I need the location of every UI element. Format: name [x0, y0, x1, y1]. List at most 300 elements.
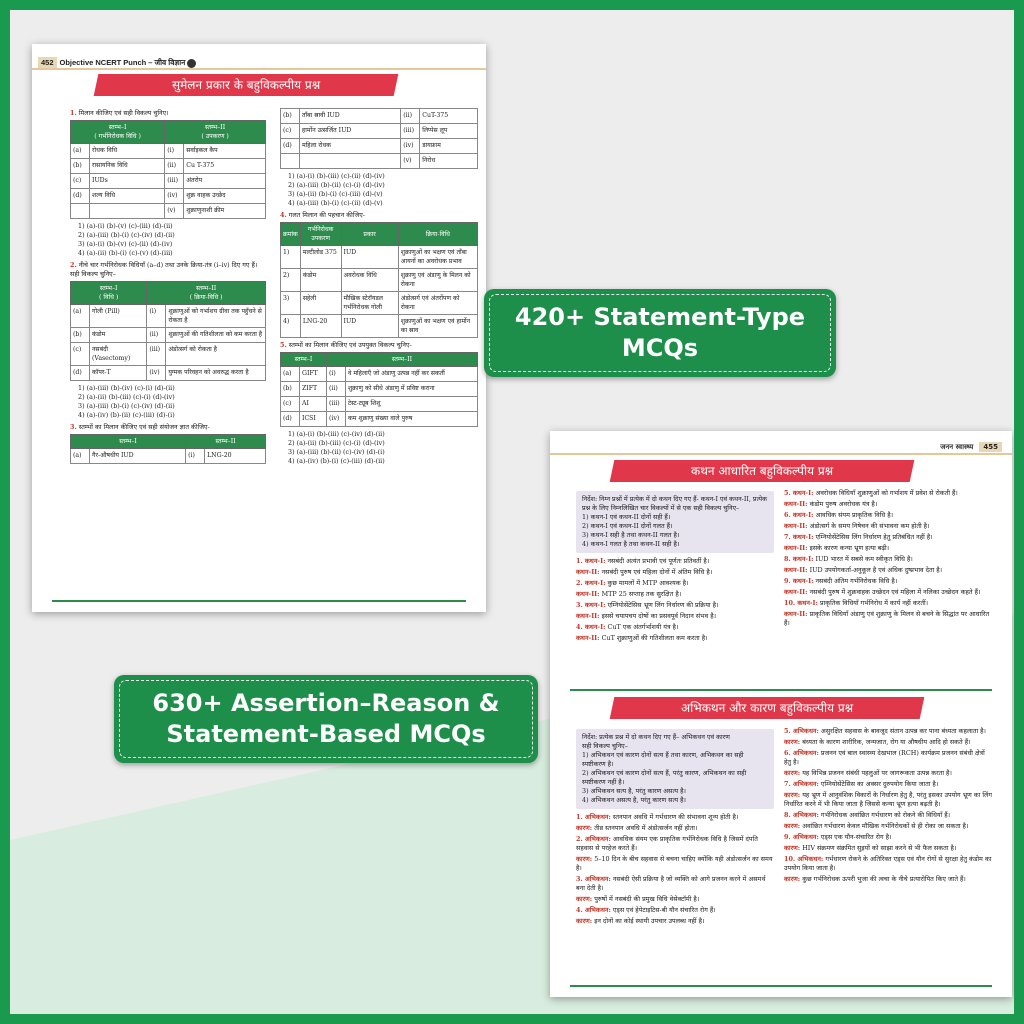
table-cell: (iv): [401, 139, 420, 154]
statement-text: इससे चयापचय दोषों का प्रसवपूर्व निदान संभव है।: [601, 612, 717, 620]
table-cell: IUD: [341, 246, 398, 269]
table-cell: (iv): [326, 412, 345, 427]
statement-item: [576, 612, 774, 621]
option-item: 3) (a)-(i) (b)-(v) (c)-(ii) (d)-(iv): [78, 240, 173, 248]
options-list: [288, 172, 478, 208]
running-head: [38, 58, 196, 68]
statement-text: तीव्र स्तनपान अवधि में अंडोत्सर्जन नहीं होता।: [594, 824, 698, 832]
statement-label: कारण:: [784, 844, 801, 852]
header-rule: [550, 453, 1012, 455]
statement-label: 10. अभिकथन:: [784, 855, 824, 863]
identify-table: [280, 222, 478, 338]
match-table: [70, 281, 266, 381]
statement-text: एम्नियोसेंटेसिस भ्रूण लिंग निर्धारण की प्रक्रिया है।: [607, 601, 719, 609]
table-cell: अंडोत्सर्ग को रोकता है: [166, 343, 266, 366]
column-1-title: स्तम्भ–I: [99, 285, 118, 292]
statement-text: नसबंदी पुरुष एवं महिला दोनों में अंतिम विधि है।: [601, 568, 713, 576]
column-2-header: [326, 353, 477, 367]
table-cell: शुक्र वाहक उच्छेद: [184, 189, 266, 204]
table-cell: (c): [281, 124, 300, 139]
statement-text: MTP 25 सप्ताह तक सुरक्षित है।: [601, 590, 682, 598]
statement-item: [784, 599, 992, 608]
question-number: 5.: [280, 341, 287, 349]
callout-assertion-reason: [114, 675, 538, 763]
table-row: [281, 139, 478, 154]
page-number: 452: [38, 57, 57, 68]
instruction-line: सही विकल्प चुनिए–: [582, 742, 628, 750]
statement-item: [576, 824, 774, 833]
options-list: [78, 222, 266, 258]
instruction-line: 3) अभिकथन सत्य है, परंतु कारण असत्य है।: [582, 787, 686, 795]
table-cell: (c): [71, 174, 90, 189]
table-cell: (a): [281, 367, 300, 382]
table-row: [281, 154, 478, 169]
statement-item: [784, 780, 992, 789]
statement-item: [784, 791, 992, 809]
statement-label: कथन-II:: [576, 612, 600, 620]
statement-item: [784, 577, 992, 586]
statement-item: [784, 833, 992, 842]
table-row: [71, 204, 266, 219]
table-cell: (b): [71, 328, 90, 343]
column-1-header: [71, 435, 186, 449]
table-cell: GIFT: [300, 367, 327, 382]
statement-item: [784, 566, 992, 575]
statement-item: [784, 855, 992, 873]
statement-item: [576, 895, 774, 904]
statement-label: 6. अभिकथन:: [784, 749, 819, 757]
statement-item: [576, 601, 774, 610]
statement-text: असुरक्षित सहवास के बावजूद संतान उत्पन्न कर पाना बंध्यता कहलाता है।: [820, 727, 986, 735]
statement-text: गर्भनिरोधक अवांछित गर्भधारण को रोकने की विधियाँ हैं।: [820, 811, 951, 819]
instruction-line: 2) कथन-I एवं कथन-II दोनों गलत हैं।: [582, 522, 673, 530]
statement-label: कथन-II:: [784, 588, 808, 596]
option-item: 4) (a)-(iv) (b)-(ii) (c)-(iii) (d)-(i): [78, 411, 175, 419]
table-row: [281, 315, 478, 338]
match-table-continued: [280, 108, 478, 169]
statement-label: 9. अभिकथन:: [784, 833, 819, 841]
table-cell: डायफ्राम: [420, 139, 478, 154]
section-rule: [570, 689, 992, 691]
table-cell: अंतरोप: [184, 174, 266, 189]
statement-text: HIV संक्रमण संक्रमित सुइयों को साझा करने से भी फैल सकता है।: [802, 844, 957, 852]
statement-label: कारण:: [784, 738, 801, 746]
section-banner-2: [610, 697, 925, 719]
question-stem: स्तम्भों का मिलान कीजिए एवं सही संयोजन ज्ञात कीजिए-: [78, 423, 210, 431]
table-row: [71, 366, 266, 381]
statement-item: [576, 906, 774, 915]
option-item: 2) (a)-(iii) (b)-(i) (c)-(iv) (d)-(ii): [78, 231, 175, 239]
table-cell: हार्मोन उत्सर्जित IUD: [300, 124, 401, 139]
table-cell: (b): [281, 109, 300, 124]
option-item: 4) (a)-(iv) (b)-(i) (c)-(iii) (d)-(ii): [288, 457, 385, 465]
statement-text: कंडोम पुरुष अवरोधक यंत्र है।: [809, 500, 878, 508]
column-2-header: [147, 282, 266, 305]
statement-label: कथन-II:: [784, 610, 808, 618]
table-cell: नसबंदी (Vasectomy): [90, 343, 147, 366]
statement-label: 1. अभिकथन:: [576, 813, 611, 821]
statement-item: [784, 769, 992, 778]
table-cell: (iii): [147, 343, 166, 366]
table-header: गर्भनिरोधक उपकरण: [300, 223, 341, 246]
table-cell: निरोध: [420, 154, 478, 169]
statement-text: CuT एक अंतर्गर्भाशयी यंत्र है।: [607, 623, 679, 631]
table-cell: शुक्राणु एवं अंडाणु के मिलन को रोकना: [398, 269, 477, 292]
statement-label: कारण:: [576, 895, 593, 903]
statement-column-right: [784, 489, 992, 630]
table-cell: (v): [401, 154, 420, 169]
table-header: क्रिया-विधि: [398, 223, 477, 246]
table-row: [281, 412, 478, 427]
table-cell: मल्टीलोड 375: [300, 246, 341, 269]
option-item: 1) (a)-(i) (b)-(iii) (c)-(ii) (d)-(iv): [288, 172, 385, 180]
question-number: 1.: [70, 109, 77, 117]
statement-text: इसके कारण कन्या भ्रूण हत्या बढ़ी।: [809, 544, 890, 552]
statement-item: [784, 749, 992, 767]
table-cell: (iii): [326, 397, 345, 412]
table-cell: कंडोम: [300, 269, 341, 292]
instruction-line: 1) कथन-I एवं कथन-II दोनों सही हैं।: [582, 513, 671, 521]
question-number: 2.: [70, 261, 77, 269]
table-cell: महिला रोधक: [300, 139, 401, 154]
table-cell: शुक्राणुओं का भक्षण एवं हार्मोन का स्राव: [398, 315, 477, 338]
statement-label: 3. कथन-I:: [576, 601, 606, 609]
footer-rule: [52, 600, 466, 602]
statement-item: [576, 568, 774, 577]
table-cell: (i): [186, 449, 205, 464]
statement-label: कथन-II:: [576, 634, 600, 642]
table-row: [71, 144, 266, 159]
column-2-subtitle: ( क्रिया-विधि ): [189, 294, 223, 301]
statement-text: नसबंदी पुरुष में शुक्रवाहक उच्छेदन एवं महिला में नलिका उच्छेदन कहते हैं।: [809, 588, 981, 596]
statement-text: एम्नियोसेंटेसिस का अक्सर दुरुपयोग किया जाता है।: [820, 780, 939, 788]
table-cell: (a): [71, 144, 90, 159]
option-item: 1) (a)-(iii) (b)-(iv) (c)-(i) (d)-(ii): [78, 384, 175, 392]
statement-label: 8. अभिकथन:: [784, 811, 819, 819]
statement-item: [784, 533, 992, 542]
table-cell: (c): [71, 343, 90, 366]
table-cell: IUDs: [90, 174, 165, 189]
statement-text: CuT शुक्राणुओं की गतिशीलता कम करता है।: [601, 634, 708, 642]
table-cell: अवरोधक विधि: [341, 269, 398, 292]
instruction-line: 1) अभिकथन एवं कारण दोनों सत्य हैं तथा कारण, अभिकथन का सही स्पष्टीकरण है।: [582, 751, 744, 768]
book-page-statement: [550, 431, 1012, 997]
statement-item: [576, 875, 774, 893]
footer-rule: [570, 985, 992, 987]
column-right: [280, 106, 478, 469]
table-cell: (iii): [165, 174, 184, 189]
statement-text: IUD उपयोगकर्ता-अनुकूल है एवं अधिक दुष्प्रभाव देता है।: [809, 566, 943, 574]
statement-text: यह विभिन्न प्रजनन संबंधी पहलुओं पर जागरूकता उत्पन्न करता है।: [802, 769, 952, 777]
statement-item: [576, 855, 774, 873]
statement-label: 5. अभिकथन:: [784, 727, 819, 735]
book-logo-icon: [187, 59, 196, 68]
instructions-box: [576, 491, 774, 553]
table-cell: कंडोम: [90, 328, 147, 343]
statement-item: [784, 811, 992, 820]
statement-item: [784, 555, 992, 564]
statement-item: [576, 557, 774, 566]
table-cell: शुक्राणु को सीधे अंडाणु में प्रविष्ट कराना: [345, 382, 477, 397]
statement-text: अवांछित गर्भधारण केवल मौखिक गर्भनिरोधकों से ही रोका जा सकता है।: [802, 822, 969, 830]
callout-statement-type: [484, 289, 836, 377]
statement-text: पुरुषों में नसबंदी की प्रमुख विधि वेसेक्टॉमी है।: [594, 895, 700, 903]
option-item: 3) (a)-(iii) (b)-(i) (c)-(iv) (d)-(ii): [78, 402, 175, 410]
statement-label: 3. अभिकथन:: [576, 875, 611, 883]
book-page-matching: [32, 44, 486, 612]
statement-column-left: [576, 489, 774, 645]
statement-label: 4. अभिकथन:: [576, 906, 611, 914]
table-cell: ICSI: [300, 412, 327, 427]
question-text: [70, 261, 266, 279]
option-item: 2) (a)-(ii) (b)-(iii) (c)-(i) (d)-(iv): [78, 393, 175, 401]
table-cell: कॉपर-T: [90, 366, 147, 381]
column-2-header: [165, 121, 266, 144]
callout-line-1: 630+ Assertion–Reason &: [152, 689, 500, 717]
table-cell: [90, 204, 165, 219]
question-stem: मिलान कीजिए एवं सही विकल्प चुनिए।: [78, 109, 169, 117]
statement-item: [784, 727, 992, 736]
option-item: 2) (a)-(iii) (b)-(ii) (c)-(i) (d)-(iv): [288, 181, 385, 189]
table-cell: (a): [71, 305, 90, 328]
table-cell: CuT-375: [420, 109, 478, 124]
table-cell: ZIFT: [300, 382, 327, 397]
statement-text: इन दोनों का कोई स्थायी उपचार उपलब्ध नहीं है।: [594, 917, 705, 925]
table-row: [281, 367, 478, 382]
table-row: [281, 124, 478, 139]
table-row: [71, 343, 266, 366]
table-cell: (b): [281, 382, 300, 397]
statement-label: 8. कथन-I:: [784, 555, 814, 563]
statement-label: 2. अभिकथन:: [576, 835, 611, 843]
page-number: 455: [979, 442, 1002, 452]
statement-item: [784, 588, 992, 597]
header-rule: [32, 68, 486, 70]
table-cell: शुक्राणुनाशी क्रीम: [184, 204, 266, 219]
column-1-title: स्तम्भ–I: [294, 356, 313, 363]
statement-label: कारण:: [784, 875, 801, 883]
statement-label: कथन-II:: [784, 500, 808, 508]
table-cell: सर्वाइकल कैप: [184, 144, 266, 159]
callout-line-2: MCQs: [621, 334, 699, 362]
statement-item: [784, 875, 992, 884]
column-2-title: स्तम्भ–II: [215, 438, 236, 445]
callout-line-2: Statement-Based MCQs: [166, 720, 486, 748]
assertion-column-left: [576, 727, 774, 928]
table-cell: मौखिक स्टेरॉयडल गर्भनिरोधक गोली: [341, 292, 398, 315]
table-cell: शुक्राणुओं को गर्भाशय ग्रीवा तक पहुँचने से रोकता है: [166, 305, 266, 328]
statement-label: कथन-II:: [784, 544, 808, 552]
table-cell: (a): [71, 449, 90, 464]
table-cell: टेस्ट-ट्यूब शिशु: [345, 397, 477, 412]
instruction-line: 3) कथन-I सही है तथा कथन-II गलत है।: [582, 531, 680, 539]
instructions-box: [576, 729, 774, 809]
statement-item: [784, 738, 992, 747]
table-cell: [281, 154, 300, 169]
table-cell: 4): [281, 315, 301, 338]
statement-text: अंडोत्सर्ग के समय निषेचन की संभावना कम होती है।: [809, 522, 930, 530]
instruction-line: 4) कथन-I गलत है तथा कथन-II सही है।: [582, 540, 680, 548]
table-cell: (ii): [147, 328, 166, 343]
statement-label: 1. कथन-I:: [576, 557, 606, 565]
table-cell: (d): [281, 139, 300, 154]
statement-item: [576, 623, 774, 632]
table-row: [281, 109, 478, 124]
statement-item: [784, 489, 992, 498]
column-left: [70, 106, 266, 467]
table-cell: (c): [281, 397, 300, 412]
statement-item: [576, 813, 774, 822]
question-text: [70, 109, 266, 118]
statement-text: प्राकृतिक विधियाँ अंडाणु एवं शुक्राणु के मिलन से बचने के सिद्धांत पर आधारित हैं।: [784, 610, 990, 627]
table-header: क्रमांक: [281, 223, 301, 246]
statement-label: 10. कथन-I:: [784, 599, 818, 607]
table-cell: सहेली: [300, 292, 341, 315]
table-cell: युग्मक परिवहन को अवरुद्ध करता है: [166, 366, 266, 381]
statement-label: 9. कथन-I:: [784, 577, 814, 585]
assertion-column-right: [784, 727, 992, 886]
column-2-title: स्तम्भ–II: [196, 285, 217, 292]
table-row: [281, 397, 478, 412]
statement-label: कारण:: [784, 769, 801, 777]
statement-text: आवधिक संयम प्राकृतिक विधि है।: [815, 511, 894, 519]
column-1-title: स्तम्भ–I: [119, 438, 137, 445]
statement-item: [784, 822, 992, 831]
statement-item: [784, 522, 992, 531]
options-list: [78, 384, 266, 420]
book-title: Objective NCERT Punch – जीव विज्ञान: [59, 58, 186, 67]
table-cell: [300, 154, 401, 169]
instruction-line: 2) अभिकथन एवं कारण दोनों सत्य हैं, परंतु कारण, अभिकथन का सही स्पष्टीकरण नहीं है।: [582, 769, 747, 786]
column-2-subtitle: ( उपकरण ): [201, 133, 229, 140]
table-cell: (d): [71, 189, 90, 204]
table-cell: (i): [165, 144, 184, 159]
table-cell: LNG-20: [205, 449, 266, 464]
statement-label: कारण:: [576, 917, 593, 925]
table-header: प्रकार: [341, 223, 398, 246]
table-cell: (iii): [401, 124, 420, 139]
option-item: 1) (a)-(i) (b)-(iii) (c)-(iv) (d)-(ii): [288, 430, 385, 438]
chapter-title: जनन स्वास्थ्य: [940, 443, 974, 451]
column-2-title: स्तम्भ–II: [391, 356, 413, 363]
table-cell: AI: [300, 397, 327, 412]
table-row: [71, 328, 266, 343]
instruction-line: निर्देश: प्रत्येक प्रश्न में दो कथन दिए गए हैं– अभिकथन एवं कारण: [582, 733, 730, 741]
statement-label: कथन-II:: [784, 566, 808, 574]
table-cell: LNG-20: [300, 315, 341, 338]
statement-text: स्तनपान अवधि में गर्भधारण की संभावना शून्य होती है।: [612, 813, 739, 821]
column-1-title: स्तम्भ–I: [108, 124, 127, 131]
table-cell: 2): [281, 269, 301, 292]
statement-item: [784, 610, 992, 628]
question-text: [280, 341, 478, 350]
table-cell: शल्य विधि: [90, 189, 165, 204]
table-row: [281, 292, 478, 315]
statement-text: प्रजनन एवं बाल स्वास्थ्य देखभाल (RCH) कार्यक्रम प्रजनन संबंधी क्षेत्रों हेतु है।: [784, 749, 985, 766]
statement-label: 2. कथन-I:: [576, 579, 606, 587]
table-cell: ताँबा स्रावी IUD: [300, 109, 401, 124]
statement-text: नसबंदी अंतिम गर्भनिरोधक विधि है।: [815, 577, 898, 585]
statement-text: प्राकृतिक विधियाँ गर्भनिरोध में कार्य नहीं करतीं।: [819, 599, 929, 607]
statement-label: कारण:: [576, 824, 593, 832]
table-cell: 1): [281, 246, 301, 269]
table-cell: Cu T-375: [184, 159, 266, 174]
statement-label: कथन-II:: [784, 522, 808, 530]
column-1-subtitle: ( गर्भनिरोधक विधि ): [94, 133, 141, 140]
statement-text: नसबंदी ऐसी प्रक्रिया है जो व्यक्ति को आगे प्रजनन करने में असमर्थ बना देती है।: [576, 875, 766, 892]
section-title-2: अभिकथन और कारण बहुविकल्पीय प्रश्न: [680, 701, 854, 715]
statement-text: 5–10 दिन के बीच सहवास से बचना चाहिए क्योंकि यही अंडोत्सर्जन का समय है।: [576, 855, 773, 872]
table-cell: (ii): [326, 382, 345, 397]
instruction-line: 4) अभिकथन असत्य है, परंतु कारण सत्य है।: [582, 796, 686, 804]
statement-label: कथन-II:: [576, 590, 600, 598]
statement-label: 6. कथन-I:: [784, 511, 814, 519]
option-item: 3) (a)-(iii) (b)-(ii) (c)-(iv) (d)-(i): [288, 448, 385, 456]
column-2-title: स्तम्भ–II: [205, 124, 226, 131]
statement-text: बंध्यता के कारण शारीरिक, जन्मजात, रोग या औषधीय आदि हो सकते हैं।: [802, 738, 971, 746]
table-cell: [71, 204, 90, 219]
statement-item: [784, 511, 992, 520]
statement-label: कारण:: [784, 822, 801, 830]
statement-text: कुछ मामलों में MTP आवश्यक है।: [607, 579, 689, 587]
option-item: 3) (a)-(ii) (b)-(i) (c)-(iii) (d)-(v): [288, 190, 383, 198]
table-cell: गोली (Pill): [90, 305, 147, 328]
statement-text: IUD भारत में सबसे कम स्वीकृत विधि है।: [815, 555, 913, 563]
statement-label: कारण:: [576, 855, 593, 863]
statement-text: एड्स एक यौन-संचारित रोग है।: [820, 833, 892, 841]
options-list: [288, 430, 478, 466]
statement-item: [576, 835, 774, 853]
statement-label: 5. कथन-I:: [784, 489, 814, 497]
section-banner: [94, 74, 399, 96]
table-cell: वे महिलाएँ जो अंडाणु उत्पन्न नहीं कर सकतीं: [345, 367, 477, 382]
table-row: [281, 246, 478, 269]
statement-item: [784, 844, 992, 853]
column-1-header: [71, 282, 147, 305]
statement-text: यह भ्रूण में आनुवंशिक विकारों के निर्धारण हेतु है, परंतु इसका उपयोग भ्रूण का लिंग निर्धारित करने में भी किया जाता है जिससे कन्या भ्रूण हत्या बढ़ती है।: [784, 791, 992, 808]
table-row: [71, 189, 266, 204]
table-row: [71, 449, 266, 464]
table-cell: रासायनिक विधि: [90, 159, 165, 174]
table-cell: रोधक विधि: [90, 144, 165, 159]
table-cell: (d): [71, 366, 90, 381]
table-cell: IUD: [341, 315, 398, 338]
statement-text: एम्नियोसेंटेसिस लिंग निर्धारण हेतु प्रतिबंधित नहीं है।: [815, 533, 933, 541]
table-cell: शुक्राणुओं की गतिशीलता को कम करता है: [166, 328, 266, 343]
question-text: [280, 211, 478, 220]
running-head: [940, 443, 1002, 452]
table-cell: (iv): [165, 189, 184, 204]
statement-item: [784, 500, 992, 509]
statement-label: कारण:: [784, 791, 801, 799]
statement-text: आवधिक संयम एक प्राकृतिक गर्भनिरोधक विधि है जिसमें दंपति सहवास से परहेज करते हैं।: [576, 835, 758, 852]
table-cell: (i): [147, 305, 166, 328]
table-cell: कम शुक्राणु संख्या वाले पुरुष: [345, 412, 477, 427]
question-stem: नीचे चार गर्भनिरोधक विधियाँ (a–d) तथा उनके क्रिया-तंत्र (i–iv) दिए गए हैं। सही विकल्प चुनिए–: [70, 261, 258, 278]
statement-text: गर्भधारण रोकने के अतिरिक्त एड्स एवं यौन रोगों से सुरक्षा हेतु कंडोम का उपयोग किया जाता है।: [784, 855, 992, 872]
table-cell: लिप्पेस लूप: [420, 124, 478, 139]
section-title: सुमेलन प्रकार के बहुविकल्पीय प्रश्न: [171, 78, 321, 92]
option-item: 2) (a)-(ii) (b)-(iii) (c)-(i) (d)-(iv): [288, 439, 385, 447]
table-cell: (iv): [147, 366, 166, 381]
statement-text: कुछ गर्भनिरोधक ऊपरी भुजा की त्वचा के नीचे प्रत्यारोपित किए जाते हैं।: [802, 875, 966, 883]
statement-label: 7. अभिकथन:: [784, 780, 819, 788]
table-cell: (ii): [165, 159, 184, 174]
table-row: [71, 159, 266, 174]
column-1-header: [71, 121, 165, 144]
question-stem: गलत मिलान की पहचान कीजिए-: [288, 211, 365, 219]
option-item: 4) (a)-(ii) (b)-(i) (c)-(v) (d)-(iii): [78, 249, 173, 257]
